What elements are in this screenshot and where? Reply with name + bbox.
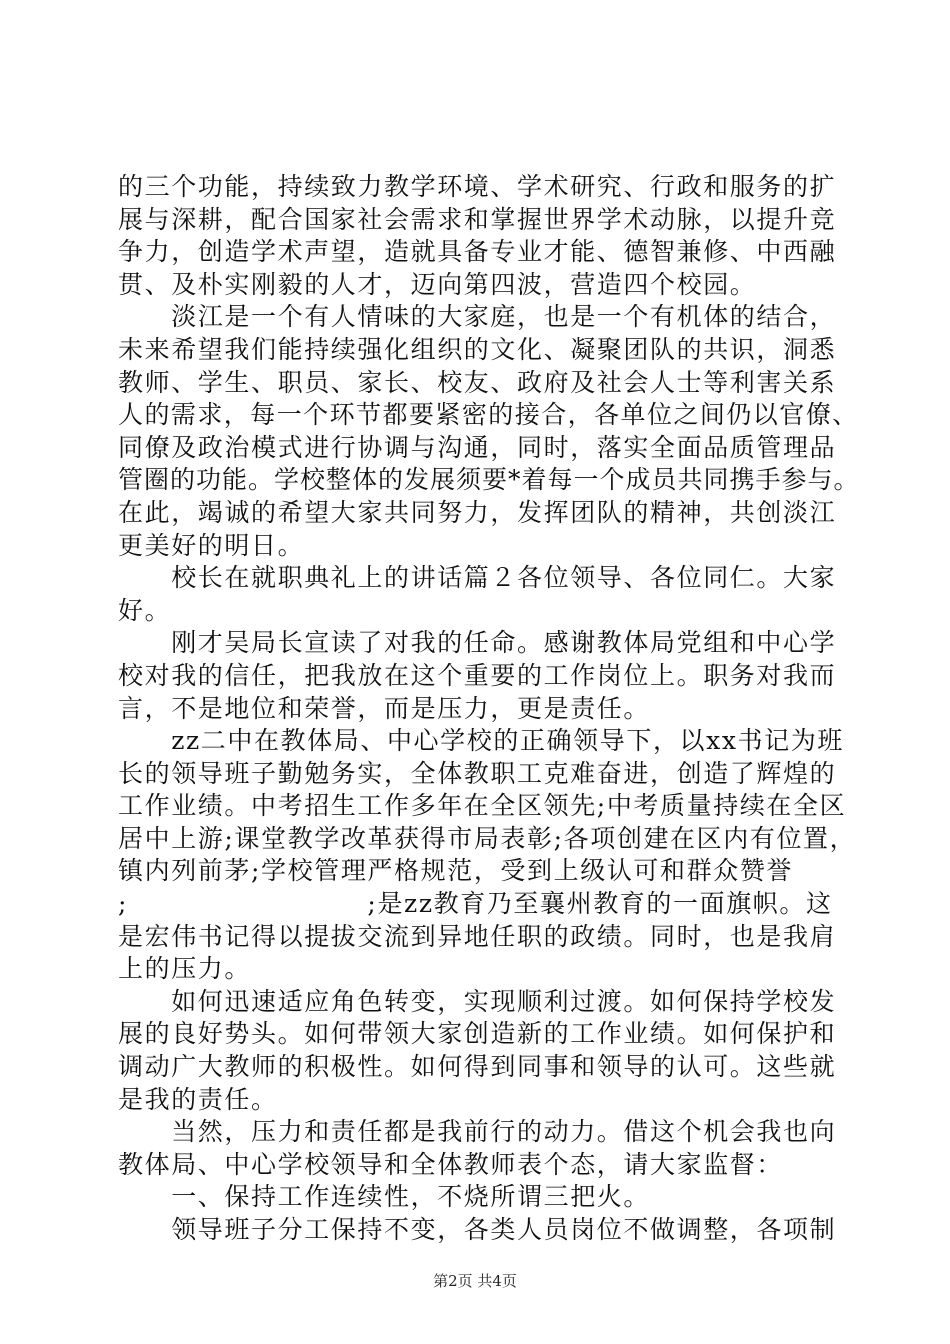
page-number-label: 第2页 共4页 xyxy=(433,1272,517,1290)
page-footer xyxy=(0,1270,950,1291)
text-line: 争力，创造学术声望，造就具备专业才能、德智兼修、中西融 xyxy=(118,237,837,267)
text-line: 一、保持工作连续性，不烧所谓三把火。 xyxy=(118,1182,651,1212)
text-line: 展与深耕，配合国家社会需求和掌握世界学术动脉，以提升竞 xyxy=(118,204,837,234)
text-line: 长的领导班子勤勉务实，全体教职工克难奋进，创造了辉煌的 xyxy=(118,758,837,788)
text-line: 在此，竭诚的希望大家共同努力，发挥团队的精神，共创淡江 xyxy=(118,497,837,527)
text-line: 展的良好势头。如何带领大家创造新的工作业绩。如何保护和 xyxy=(118,1019,837,1049)
text-line: 管圈的功能。学校整体的发展须要*着每一个成员共同携手参与。 xyxy=(118,465,860,495)
text-line: 贯、及朴实刚毅的人才，迈向第四波，营造四个校园。 xyxy=(118,269,757,299)
text-line: 教师、学生、职员、家长、校友、政府及社会人士等利害关系 xyxy=(118,367,837,397)
text-line: 好。 xyxy=(118,595,172,625)
text-line: 的三个功能，持续致力教学环境、学术研究、行政和服务的扩 xyxy=(118,172,837,201)
text-line: 工作业绩。中考招生工作多年在全区领先;中考质量持续在全区 xyxy=(118,791,847,821)
text-line: 是我的责任。 xyxy=(118,1084,278,1114)
text-line: zz二中在教体局、中心学校的正确领导下，以xx书记为班 xyxy=(118,726,844,756)
text-line: 教体局、中心学校领导和全体教师表个态，请大家监督： xyxy=(118,1149,784,1179)
text-line: 镇内列前茅;学校管理严格规范，受到上级认可和群众赞誉 xyxy=(118,856,794,886)
text-line: 言，不是地位和荣誉，而是压力，更是责任。 xyxy=(118,693,651,723)
text-line: 居中上游;课堂教学改革获得市局表彰;各项创建在区内有位置， xyxy=(118,823,857,853)
text-line: 淡江是一个有人情味的大家庭，也是一个有机体的结合， xyxy=(118,302,837,332)
text-line: 刚才吴局长宣读了对我的任命。感谢教体局党组和中心学 xyxy=(118,628,837,658)
text-line: 校长在就职典礼上的讲话篇２各位领导、各位同仁。大家 xyxy=(118,563,837,593)
text-line: ; ;是zz教育乃至襄州教育的一面旗帜。这 xyxy=(118,889,833,919)
text-line: 人的需求，每一个环节都要紧密的接合，各单位之间仍以官僚、 xyxy=(118,400,859,430)
text-line: 校对我的信任，把我放在这个重要的工作岗位上。职务对我而 xyxy=(118,660,837,690)
text-line: 上的压力。 xyxy=(118,954,252,984)
text-line: 是宏伟书记得以提拔交流到异地任职的政绩。同时，也是我肩 xyxy=(118,921,837,951)
document-body xyxy=(118,171,860,1247)
text-line: 领导班子分工保持不变，各类人员岗位不做调整，各项制 xyxy=(118,1215,837,1244)
text-line: 当然，压力和责任都是我前行的动力。借这个机会我也向 xyxy=(118,1117,837,1147)
text-line: 调动广大教师的积极性。如何得到同事和领导的认可。这些就 xyxy=(118,1052,837,1082)
text-line: 更美好的明日。 xyxy=(118,530,305,560)
text-line: 如何迅速适应角色转变，实现顺利过渡。如何保持学校发 xyxy=(118,986,837,1016)
text-line: 未来希望我们能持续强化组织的文化、凝聚团队的共识，洞悉 xyxy=(118,334,837,364)
text-line: 同僚及政治模式进行协调与沟通，同时，落实全面品质管理品 xyxy=(118,432,837,462)
